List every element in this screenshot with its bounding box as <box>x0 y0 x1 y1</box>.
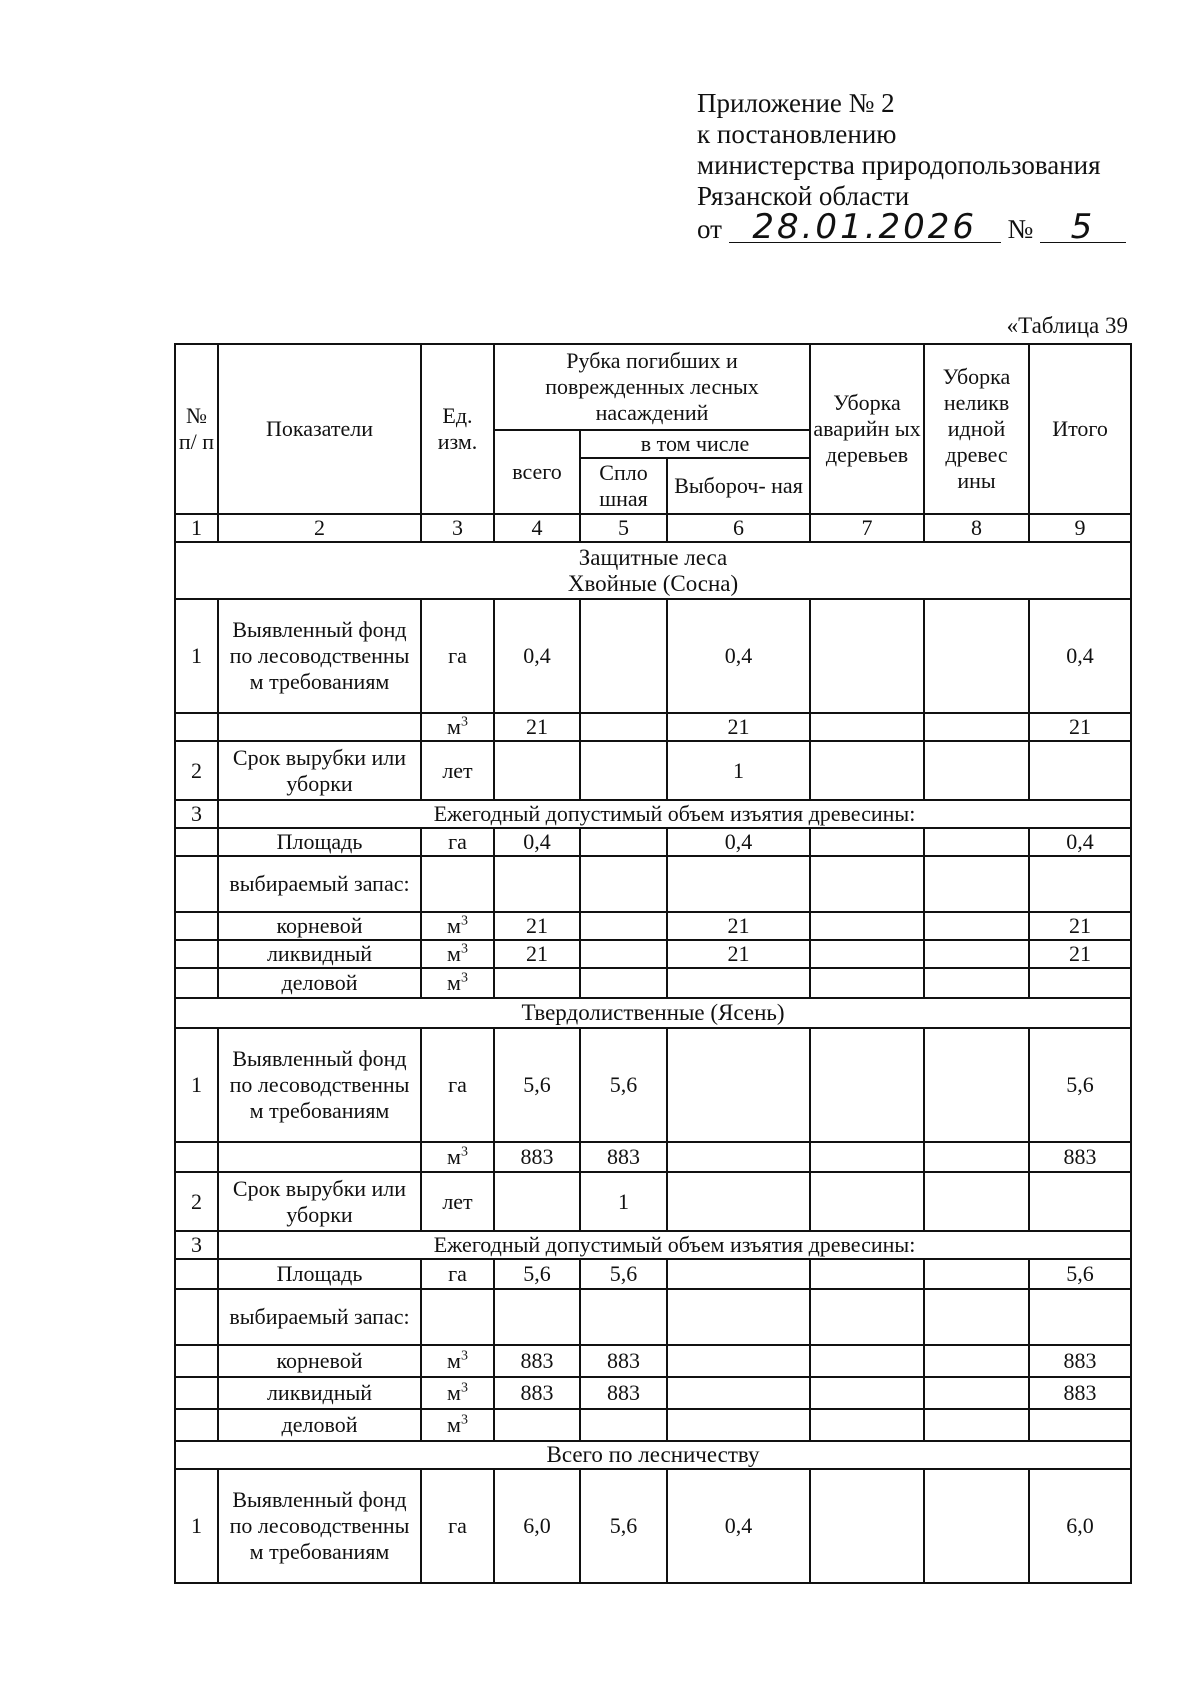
appendix-line2: к постановлению <box>697 119 897 149</box>
value-emergency <box>810 1028 924 1142</box>
appendix-line3: министерства природопользования <box>697 150 1101 180</box>
value-itogo: 21 <box>1029 912 1131 940</box>
unit-cell: $м^3$ <box>421 1409 494 1441</box>
value-clear-cut: 883 <box>580 1377 667 1409</box>
row-label <box>218 713 421 741</box>
value-itogo: 21 <box>1029 940 1131 968</box>
col-header-selective: Выбороч- ная <box>667 458 810 514</box>
section-title <box>175 542 1131 599</box>
col-header-nonliquid: Уборка неликв идной древес ины <box>924 344 1029 514</box>
unit-cell: $м^3$ <box>421 912 494 940</box>
row-label: Площадь <box>218 828 421 856</box>
row-number: 1 <box>175 599 218 713</box>
row-label: Срок вырубки или уборки <box>218 1172 421 1231</box>
section-title: Всего по лесничеству <box>175 1441 1131 1469</box>
table-caption: «Таблица 39 <box>1006 313 1128 338</box>
unit-cell: га <box>421 828 494 856</box>
row-label: Выявленный фонд по лесоводственны м требованиям <box>218 1028 421 1142</box>
col-number: 4 <box>494 514 580 542</box>
row-number: 3 <box>175 1231 218 1259</box>
value-total: 5,6 <box>494 1028 580 1142</box>
felling-table <box>174 343 1132 1584</box>
row-label: ликвидный <box>218 1377 421 1409</box>
col-number: 5 <box>580 514 667 542</box>
value-total: 0,4 <box>494 828 580 856</box>
row-number <box>175 1142 218 1172</box>
unit-cell: $м^3$ <box>421 1377 494 1409</box>
row-number <box>175 1259 218 1289</box>
value-emergency <box>810 828 924 856</box>
row-label <box>218 1142 421 1172</box>
value-cell <box>494 1289 580 1345</box>
unit-cell: $м^3$ <box>421 1142 494 1172</box>
row-number <box>175 1345 218 1377</box>
row-number <box>175 1409 218 1441</box>
value-nonliquid <box>924 599 1029 713</box>
value-nonliquid <box>924 741 1029 800</box>
table-row <box>175 1409 1131 1441</box>
value-selective: 0,4 <box>667 1469 810 1583</box>
value-cell <box>924 968 1029 998</box>
annual-volume-heading: Ежегодный допустимый объем изъятия древесины: <box>218 1231 1131 1259</box>
handwritten-date: 28.01.2026 <box>729 212 1001 243</box>
value-cell <box>1029 1289 1131 1345</box>
value-itogo <box>1029 1172 1131 1231</box>
unit-cell: га <box>421 1028 494 1142</box>
row-number: 2 <box>175 741 218 800</box>
col-number: 2 <box>218 514 421 542</box>
unit-cell: $м^3$ <box>421 968 494 998</box>
value-selective <box>667 1259 810 1289</box>
value-nonliquid <box>924 940 1029 968</box>
col-header-clear-cut: Спло шная <box>580 458 667 514</box>
unit-cell <box>421 1289 494 1345</box>
value-clear-cut: 5,6 <box>580 1259 667 1289</box>
document-header <box>697 88 1126 245</box>
section-title: Твердолиственные (Ясень) <box>175 998 1131 1028</box>
value-cell <box>667 968 810 998</box>
col-header-emergency: Уборка аварийн ых деревьев <box>810 344 924 514</box>
table-row <box>175 828 1131 856</box>
col-header-total: всего <box>494 430 580 514</box>
value-total: 883 <box>494 1377 580 1409</box>
value-cell <box>667 856 810 912</box>
value-selective <box>667 1142 810 1172</box>
value-emergency <box>810 1469 924 1583</box>
section-title-row <box>175 1441 1131 1469</box>
row-label: Выявленный фонд по лесоводственны м требованиям <box>218 1469 421 1583</box>
value-selective <box>667 1345 810 1377</box>
unit-cell: $м^3$ <box>421 940 494 968</box>
row-number <box>175 1377 218 1409</box>
table-row <box>175 1231 1131 1259</box>
value-cell <box>924 856 1029 912</box>
unit-cell <box>421 856 494 912</box>
col-header-felling: Рубка погибших и поврежденных лесных насаждений <box>494 344 810 430</box>
row-number <box>175 912 218 940</box>
unit-cell: га <box>421 1469 494 1583</box>
value-total: 6,0 <box>494 1469 580 1583</box>
table-row <box>175 940 1131 968</box>
value-total <box>494 1172 580 1231</box>
value-cell <box>580 1289 667 1345</box>
value-nonliquid <box>924 1142 1029 1172</box>
col-header-incl: в том числе <box>580 430 810 458</box>
value-itogo: 5,6 <box>1029 1028 1131 1142</box>
number-sign: № <box>1007 214 1034 244</box>
value-cell <box>494 1409 580 1441</box>
value-cell <box>810 968 924 998</box>
date-prefix: от <box>697 214 722 244</box>
col-header-no: № п/ п <box>175 344 218 514</box>
value-selective: 21 <box>667 940 810 968</box>
table-row <box>175 856 1131 912</box>
value-emergency <box>810 599 924 713</box>
value-itogo: 0,4 <box>1029 828 1131 856</box>
table-row <box>175 1469 1131 1583</box>
value-clear-cut: 1 <box>580 1172 667 1231</box>
row-number <box>175 828 218 856</box>
row-label: выбираемый запас: <box>218 1289 421 1345</box>
value-nonliquid <box>924 912 1029 940</box>
table-row <box>175 1377 1131 1409</box>
value-nonliquid <box>924 1345 1029 1377</box>
annual-volume-heading: Ежегодный допустимый объем изъятия древесины: <box>218 800 1131 828</box>
table-row <box>175 1172 1131 1231</box>
value-total: 0,4 <box>494 599 580 713</box>
value-cell <box>924 1289 1029 1345</box>
value-total: 5,6 <box>494 1259 580 1289</box>
value-emergency <box>810 912 924 940</box>
col-number: 8 <box>924 514 1029 542</box>
value-total: 21 <box>494 940 580 968</box>
value-clear-cut <box>580 828 667 856</box>
row-label: Выявленный фонд по лесоводственны м требованиям <box>218 599 421 713</box>
row-number: 2 <box>175 1172 218 1231</box>
value-selective: 21 <box>667 713 810 741</box>
value-nonliquid <box>924 1028 1029 1142</box>
row-number <box>175 713 218 741</box>
row-label: выбираемый запас: <box>218 856 421 912</box>
row-number: 1 <box>175 1469 218 1583</box>
row-number <box>175 856 218 912</box>
unit-cell: лет <box>421 741 494 800</box>
value-cell <box>580 856 667 912</box>
row-number: 3 <box>175 800 218 828</box>
table-row <box>175 599 1131 713</box>
value-emergency <box>810 940 924 968</box>
value-clear-cut: 883 <box>580 1345 667 1377</box>
value-nonliquid <box>924 1377 1029 1409</box>
appendix-line4: Рязанской области <box>697 181 910 211</box>
appendix-title: Приложение № 2 <box>697 88 895 118</box>
value-total: 883 <box>494 1345 580 1377</box>
col-number: 6 <box>667 514 810 542</box>
value-emergency <box>810 1172 924 1231</box>
value-selective <box>667 1377 810 1409</box>
value-clear-cut <box>580 713 667 741</box>
value-cell <box>1029 968 1131 998</box>
value-itogo: 883 <box>1029 1142 1131 1172</box>
value-cell <box>580 1409 667 1441</box>
value-cell <box>667 1289 810 1345</box>
value-itogo <box>1029 741 1131 800</box>
table-row <box>175 741 1131 800</box>
value-cell <box>494 968 580 998</box>
value-clear-cut <box>580 599 667 713</box>
value-selective: 0,4 <box>667 828 810 856</box>
row-label: Площадь <box>218 1259 421 1289</box>
table-row <box>175 1289 1131 1345</box>
value-itogo: 0,4 <box>1029 599 1131 713</box>
value-total: 21 <box>494 912 580 940</box>
table-row <box>175 713 1131 741</box>
value-itogo: 6,0 <box>1029 1469 1131 1583</box>
value-clear-cut <box>580 940 667 968</box>
value-total: 21 <box>494 713 580 741</box>
section-subtitle-line: Хвойные (Сосна) <box>567 570 739 596</box>
row-label: деловой <box>218 1409 421 1441</box>
value-selective: 1 <box>667 741 810 800</box>
unit-cell: га <box>421 1259 494 1289</box>
row-number <box>175 968 218 998</box>
value-cell <box>924 1409 1029 1441</box>
table-row <box>175 1028 1131 1142</box>
value-emergency <box>810 741 924 800</box>
row-label: деловой <box>218 968 421 998</box>
row-label: ликвидный <box>218 940 421 968</box>
value-itogo: 21 <box>1029 713 1131 741</box>
value-emergency <box>810 713 924 741</box>
col-number: 7 <box>810 514 924 542</box>
value-clear-cut: 5,6 <box>580 1469 667 1583</box>
col-header-unit: Ед. изм. <box>421 344 494 514</box>
row-label: корневой <box>218 912 421 940</box>
value-cell <box>494 856 580 912</box>
row-number <box>175 940 218 968</box>
unit-cell: $м^3$ <box>421 1345 494 1377</box>
table-row <box>175 1259 1131 1289</box>
value-nonliquid <box>924 1469 1029 1583</box>
date-line <box>697 207 1126 247</box>
handwritten-number: 5 <box>1040 212 1126 243</box>
value-clear-cut <box>580 741 667 800</box>
header-row <box>175 344 1131 430</box>
section-title-row <box>175 998 1131 1028</box>
value-cell <box>810 1409 924 1441</box>
value-cell <box>1029 1409 1131 1441</box>
unit-cell: $м^3$ <box>421 713 494 741</box>
row-label: Срок вырубки или уборки <box>218 741 421 800</box>
table-row <box>175 1345 1131 1377</box>
value-cell <box>1029 856 1131 912</box>
col-header-indicator: Показатели <box>218 344 421 514</box>
value-total <box>494 741 580 800</box>
col-number: 1 <box>175 514 218 542</box>
value-clear-cut <box>580 912 667 940</box>
value-itogo: 883 <box>1029 1377 1131 1409</box>
value-clear-cut: 5,6 <box>580 1028 667 1142</box>
value-nonliquid <box>924 713 1029 741</box>
col-number: 3 <box>421 514 494 542</box>
unit-cell: га <box>421 599 494 713</box>
value-emergency <box>810 1142 924 1172</box>
column-numbers-row <box>175 514 1131 542</box>
value-emergency <box>810 1259 924 1289</box>
section-title-line: Защитные леса <box>578 544 728 570</box>
value-selective: 21 <box>667 912 810 940</box>
row-label: корневой <box>218 1345 421 1377</box>
value-cell <box>810 1289 924 1345</box>
unit-cell: лет <box>421 1172 494 1231</box>
value-selective <box>667 1028 810 1142</box>
section-title-row <box>175 542 1131 599</box>
row-number <box>175 1289 218 1345</box>
col-number: 9 <box>1029 514 1131 542</box>
value-selective <box>667 1172 810 1231</box>
col-header-itogo: Итого <box>1029 344 1131 514</box>
table-row <box>175 800 1131 828</box>
table-row <box>175 912 1131 940</box>
value-cell <box>580 968 667 998</box>
value-itogo: 883 <box>1029 1345 1131 1377</box>
value-emergency <box>810 1345 924 1377</box>
value-cell <box>810 856 924 912</box>
value-clear-cut: 883 <box>580 1142 667 1172</box>
value-nonliquid <box>924 1259 1029 1289</box>
value-emergency <box>810 1377 924 1409</box>
table-row <box>175 1142 1131 1172</box>
value-total: 883 <box>494 1142 580 1172</box>
value-nonliquid <box>924 1172 1029 1231</box>
row-number: 1 <box>175 1028 218 1142</box>
value-itogo: 5,6 <box>1029 1259 1131 1289</box>
table-row <box>175 968 1131 998</box>
value-cell <box>667 1409 810 1441</box>
value-nonliquid <box>924 828 1029 856</box>
value-selective: 0,4 <box>667 599 810 713</box>
